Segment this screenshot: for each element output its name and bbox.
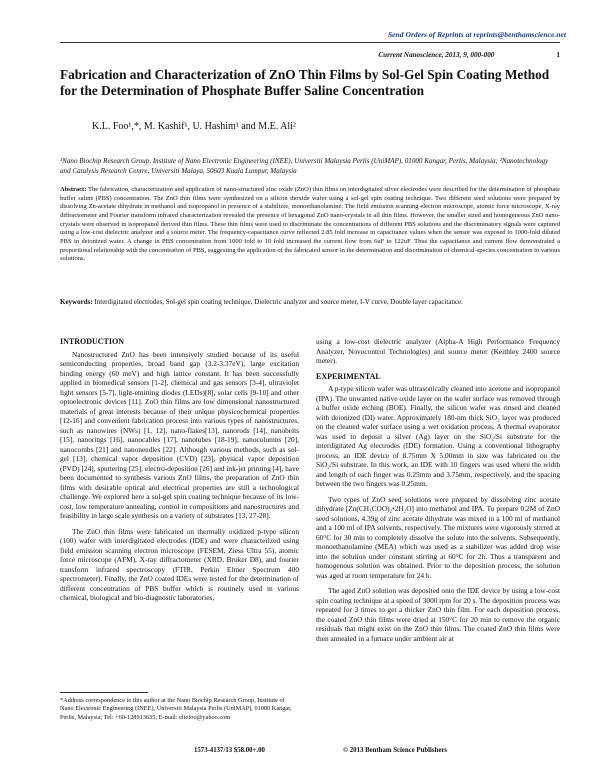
keywords-label: Keywords: xyxy=(60,298,93,306)
reprints-notice: Send Orders of Reprints at reprints@benthamscience.net xyxy=(387,30,566,39)
keywords xyxy=(60,298,560,307)
issn-line: 1573-4137/13 $58.00+.00 xyxy=(194,747,265,754)
journal-citation: Current Nanoscience, 2013, 9, 000-000 xyxy=(378,51,495,59)
paragraph: using a low-cost dielectric analyzer (Alpha-A High Performance Frequency Analyzer, Novocontrol Technologies) and source meter (Keithley 2400 source meter). xyxy=(316,337,560,365)
page-number: 1 xyxy=(556,51,560,59)
author-list: K.L. Foo¹,*, M. Kashif¹, U. Hashim¹ and M.E. Ali² xyxy=(92,121,296,132)
affiliations: ¹Nano Biochip Research Group, Institute of Nano Electronic Engineering (INEE), Universiti Malaysia Perlis (UniMAP), 01000 Kangar, Perlis, Malaysia; ²Nanotechnology and Catalysis Research Centre, Universiti Malaya, 50603 Kuala Lumpur, Malaysia xyxy=(60,157,549,176)
keywords-text: Interdigitated electrodes, Sol-gel spin coating technique, Dielectric analyzer and source meter, I-V curve, Double layer capacitance. xyxy=(94,298,463,306)
article-title: Fabrication and Characterization of ZnO Thin Films by Sol-Gel Spin Coating Method for the Determination of Phosphate Buffer Saline Concentration xyxy=(60,67,550,98)
abstract-text: The fabrication, characterization and application of nano-structured zinc oxide (ZnO) thin films on interdigitated silver electrodes were described for the determination of phosphate buffer saline (PBS) concentration. The ZnO thin films were synthesized on a silicon dioxide wafer using a sol-gel spin coating technique. Two different seed solutions were prepared by dissolving Zn-acetate dihydrate in methanol and isopropanol in presence of a stabilizer, monoethanolamine. The field emission scanning electron microscope, atomic force microscope, X-ray diffractometer and Fourier transform infrared characterization revealed the presence of hexagonal ZnO nano-crystals in all thin films. However, the smaller sized and homogeneous ZnO nano-crystals were observed in isopropanol derived thin films. These thin films were used to discriminate the concentrations of different PBS solutions and the discriminatory signals were captured using a low-cost dielectric analyzer and a source meter. The frequency-capacitance curve reflected 2.85 fold increase in capacitance values when the sensor was exposed to 1000-fold diluted PBS in deionized water. A change in PBS concentration from 1000 fold to 10 fold increased the current flow from 6uF to 122uF. Thus the capacitance and current flow demonstrated a proportional relationship with the concentration of PBS, suggesting the application of the fabricated sensor in the determination and discrimination of chemical-species concentration in various solutions. xyxy=(60,186,560,263)
journal-header xyxy=(60,51,560,59)
section-heading-experimental: EXPERIMENTAL xyxy=(316,371,381,381)
paragraph: The ZnO thin films were fabricated on thermally oxidized p-type silicon (100) wafer with interdigitated electrodes (IDE) and were characterized using field emission scanning electron microscope (FESEM, Ziess Ultra 55), atomic force microscope (AFM), X-ray diffractometer (XRD, Bruker D8), and fourier transform infrared spectroscopy (FTIR, Perkin Elmer Spectrum 400 spectrometer). Finally, the ZnO coated IDEs were tested for the determination of different concentration of PBS buffer which is routinely used in various chemical, biological and bio-diagnostic laboratories, xyxy=(60,526,299,602)
copyright-line: © 2013 Bentham Science Publishers xyxy=(343,747,448,754)
section-heading-introduction: INTRODUCTION xyxy=(60,337,125,346)
paragraph: The aged ZnO solution was deposited onto the IDE device by using a low-cost spin coating technique at a speed of 3000 rpm for 20 s. The deposition process was repeated for 3 times to get a thicker ZnO thin film. For each deposition process, the coated ZnO thin films were dried at 150°C for 20 min to remove the organic residuals that might exist on the ZnO thin films. The coated ZnO thin films were then annealed in a furnace under ambient air at xyxy=(316,586,560,643)
footnote-rule xyxy=(60,692,148,693)
paragraph: A p-type silicon wafer was ultrasonically cleaned into acetone and isopropanol (IPA). The unwanted native oxide layer on the wafer surface was removed through a buffer oxide etching (BOE). Finally, the silicon wafer was rinsed and cleaned with deionized (DI) water. Approximately 180-nm thick SiO₂ layer was produced on the cleaned wafer surface using a wet oxidation process. A thermal evaporator was used to deposit a silver (Ag) layer on the SiO₂/Si substrate for the interdigitated Ag electrodes (IDE) formation. Using a conventional lithography process, an IDE device of 8.75mm X 5.00mm in size was fabricated on the SiO₂/Si substrate. In this work, an IDE with 10 fingers was used where the width and length of each finger was 0.25mm and 3.75mm, respectively, and the spacing between the two fingers was 0.25mm. xyxy=(316,384,560,488)
correspondence-footnote: *Address correspondence to this author at the Nano Biochip Research Group, Institute of Nano Electronic Engineering (INEE), Universiti Malaysia Perlis (UniMAP), 01000 Kangar, Perlis, Malaysia; Tel: +60-128913635; E-mail: eliefoo@yahoo.com xyxy=(60,697,292,721)
paragraph: Nanostructured ZnO has been intensively studied because of its useful semiconducting properties, broad band gap (3.2-3.37eV), large excitation binding energy (60 meV) and high lattice constant. It has been successfully applied in biomedical sensors [1-2], chemical and gas sensors [3-4], ultraviolet light sensors [5-7], light-emitting diodes (LEDs)[8], solar cells [9-10] and other optoelectronic devices [11]. ZnO thin films are low dimensional nanostructured materials of great interests because of their unique physicochemical properties [12-16] and convenient fabrication process into various types of nanostructures, such as nanowires (NWs) [1, 12], nano-flakes[13], nanorods [14], nanobelts [15], nanorings [16], nanocables [17], nanotubes [18-19], nanocolumns [20], nanocombs [21] and nanoneedles [22]. Although various methods, such as sol-gel [13], chemical vapor deposition (CVD) [23], physical vapor deposition (PVD) [24], sputtering [25], electro-deposition [26] and ink-jet printing [4], have been documented to synthesis various ZnO films, the preparation of ZnO thin films with desirable optical and electrical properties are still a technological challenge. We explored here a sol-gel spin coating technique because of its low-cost, low temperature annealing, control in compositions and nanostructures and feasibility in large scale synthesis on a variety of substrates [13, 27-28]. xyxy=(60,349,299,520)
right-column xyxy=(316,337,560,643)
header-rule xyxy=(60,42,560,43)
paragraph: Two types of ZnO seed solutions were prepared by dissolving zinc acetate dihydrate [Zn(CH₃COO)₂•2H₂O] into methanol and IPA. To prepare 0.2M of ZnO seed solutions, 4.39g of zinc acetate dihydrate was mixed in a 100 ml of methanol and a 100 ml of IPA solvents, respectively. The mixtures were vigorously stirred at 60°C for 30 min to completely dissolve the solute into the solvents. Subsequently, monoethanolamine (MEA) which was used as a stabilizer was added drop wise into the solution under constant stirring at 60°C for 2h. Thus a transparent and homogenous solution was obtained. Prior to the deposition process, the solution was aged at room temperature for 24 h. xyxy=(316,494,560,580)
abstract-label: Abstract: xyxy=(60,186,87,193)
left-column xyxy=(60,337,299,603)
abstract xyxy=(60,186,560,264)
